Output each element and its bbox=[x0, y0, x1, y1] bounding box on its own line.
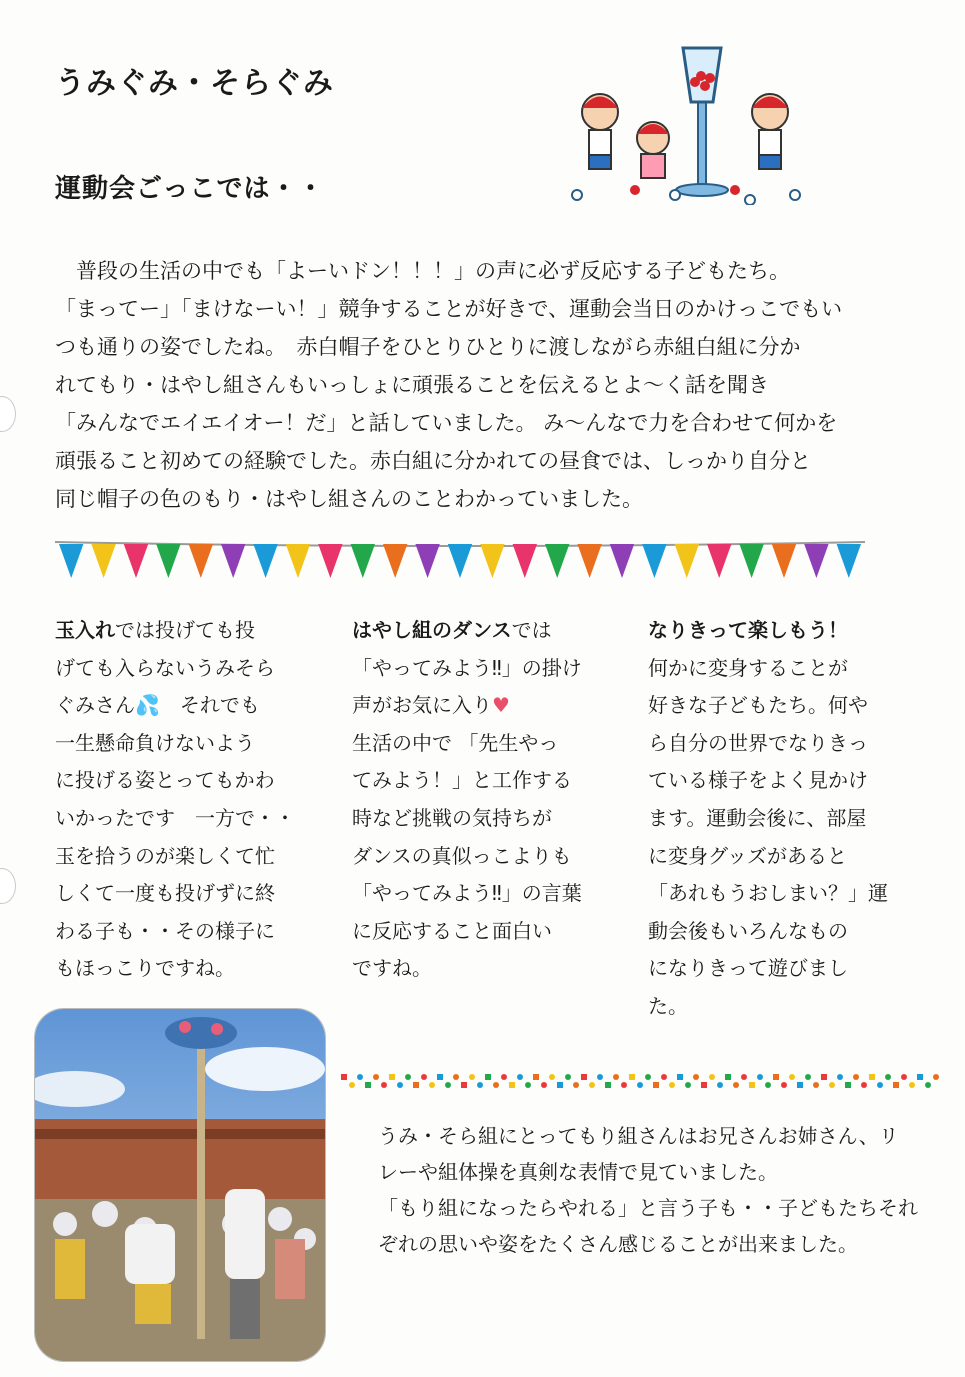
garland-dot bbox=[389, 1074, 395, 1080]
garland-dot bbox=[621, 1082, 627, 1088]
column-dance: はやし組のダンスでは 「やってみよう‼」の掛け 声がお気に入り♥ 生活の中で 「先生やっ てみよう！」と工作する 時など挑戦の気持ちが ダンスの真似っこよりも 「やってみよう‼」の言葉 に反応すること面白い ですね。 bbox=[352, 618, 582, 981]
bunting-flag bbox=[642, 544, 666, 578]
garland-dot bbox=[869, 1074, 875, 1080]
garland-dot bbox=[653, 1082, 659, 1088]
garland-dot bbox=[733, 1082, 739, 1088]
garland-dot bbox=[813, 1082, 819, 1088]
garland-dot bbox=[501, 1074, 507, 1080]
garland-dot bbox=[701, 1082, 707, 1088]
bunting-flag bbox=[772, 544, 796, 578]
garland-dot bbox=[445, 1082, 451, 1088]
bunting-flag bbox=[837, 544, 861, 578]
bunting-flag bbox=[59, 544, 83, 578]
bunting-flag bbox=[189, 544, 213, 578]
garland-dot bbox=[677, 1074, 683, 1080]
garland-dot bbox=[573, 1082, 579, 1088]
bunting-flag bbox=[253, 544, 277, 578]
bunting-flag bbox=[513, 544, 537, 578]
garland-dot bbox=[893, 1082, 899, 1088]
garland-dot bbox=[685, 1082, 691, 1088]
garland-dot bbox=[861, 1082, 867, 1088]
bunting-flag bbox=[675, 544, 699, 578]
dot-garland-decoration bbox=[340, 1070, 940, 1092]
bunting-flag bbox=[286, 544, 310, 578]
garland-dot bbox=[765, 1082, 771, 1088]
intro-paragraph bbox=[55, 252, 915, 518]
section-heading: 運動会ごっこでは・・ bbox=[55, 174, 325, 204]
closing-line: うみ・そら組にとってもり組さんはお兄さんお姉さん、リ bbox=[378, 1124, 899, 1148]
garland-dot bbox=[565, 1074, 571, 1080]
garland-dot bbox=[357, 1074, 363, 1080]
intro-line: 「みんなでエイエイオー！だ」と話していました。 み～んなで力を合わせて何かを bbox=[55, 411, 838, 435]
garland-dot bbox=[453, 1074, 459, 1080]
garland-dot bbox=[669, 1082, 675, 1088]
garland-dot bbox=[853, 1074, 859, 1080]
intro-line: つも通りの姿でしたね。 赤白帽子をひとりひとりに渡しながら赤組白組に分か bbox=[55, 335, 801, 359]
bunting-flag bbox=[221, 544, 245, 578]
garland-dot bbox=[581, 1074, 587, 1080]
column-lead: はやし組のダンス bbox=[352, 618, 512, 642]
garland-dot bbox=[749, 1082, 755, 1088]
closing-line: 「もり組になったらやれる」と言う子も・・子どもたちそれ bbox=[378, 1196, 918, 1220]
garland-dot bbox=[773, 1074, 779, 1080]
garland-dot bbox=[517, 1074, 523, 1080]
bunting-flag bbox=[383, 544, 407, 578]
garland-dot bbox=[381, 1082, 387, 1088]
bunting-flag bbox=[545, 544, 569, 578]
garland-dot bbox=[693, 1074, 699, 1080]
garland-dot bbox=[429, 1082, 435, 1088]
bunting-flag bbox=[351, 544, 375, 578]
bunting-decoration bbox=[55, 536, 865, 586]
garland-dot bbox=[469, 1074, 475, 1080]
binder-hole bbox=[0, 396, 16, 432]
garland-dot bbox=[477, 1082, 483, 1088]
garland-dot bbox=[365, 1082, 371, 1088]
intro-line: 同じ帽子の色のもり・はやし組さんのことわかっていました。 bbox=[55, 487, 643, 511]
closing-line: レーや組体操を真剣な表情で見ていました。 bbox=[378, 1160, 778, 1184]
garland-dot bbox=[509, 1082, 515, 1088]
garland-dot bbox=[397, 1082, 403, 1088]
bunting-flag bbox=[610, 544, 634, 578]
garland-dot bbox=[917, 1074, 923, 1080]
garland-dot bbox=[645, 1074, 651, 1080]
garland-dot bbox=[493, 1082, 499, 1088]
page-title: うみぐみ・そらぐみ bbox=[55, 66, 334, 101]
binder-hole bbox=[0, 868, 16, 904]
intro-line: 普段の生活の中でも「よーいドン！！！」の声に必ず反応する子どもたち。 bbox=[55, 259, 790, 283]
garland-dot bbox=[845, 1082, 851, 1088]
garland-dot bbox=[885, 1074, 891, 1080]
garland-dot bbox=[597, 1074, 603, 1080]
bunting-flag bbox=[415, 544, 439, 578]
column-lead: なりきって楽しもう！ bbox=[648, 618, 848, 642]
garland-dot bbox=[485, 1074, 491, 1080]
intro-line: 「まってー」「まけなーい！」競争することが好きで、運動会当日のかけっこでもい bbox=[55, 297, 843, 321]
garland-dot bbox=[533, 1074, 539, 1080]
closing-paragraph bbox=[378, 1118, 948, 1262]
garland-dot bbox=[349, 1082, 355, 1088]
garland-dot bbox=[901, 1074, 907, 1080]
garland-dot bbox=[541, 1082, 547, 1088]
garland-dot bbox=[781, 1082, 787, 1088]
garland-dot bbox=[909, 1082, 915, 1088]
garland-dot bbox=[613, 1074, 619, 1080]
garland-dot bbox=[461, 1082, 467, 1088]
garland-dot bbox=[373, 1074, 379, 1080]
garland-dot bbox=[877, 1082, 883, 1088]
bunting-flag bbox=[804, 544, 828, 578]
bunting-flag bbox=[707, 544, 731, 578]
garland-dot bbox=[557, 1082, 563, 1088]
garland-dot bbox=[757, 1074, 763, 1080]
garland-dot bbox=[709, 1074, 715, 1080]
bunting-flag bbox=[91, 544, 115, 578]
garland-dot bbox=[797, 1082, 803, 1088]
tama-ire-illustration bbox=[565, 40, 805, 205]
garland-dot bbox=[925, 1082, 931, 1088]
bunting-flag bbox=[124, 544, 148, 578]
intro-line: 頑張ること初めての経験でした。赤白組に分かれての昼食では、しっかり自分と bbox=[55, 449, 811, 473]
garland-dot bbox=[789, 1074, 795, 1080]
garland-dot bbox=[525, 1082, 531, 1088]
garland-dot bbox=[805, 1074, 811, 1080]
bunting-flag bbox=[480, 544, 504, 578]
garland-dot bbox=[405, 1074, 411, 1080]
bunting-flag bbox=[156, 544, 180, 578]
garland-dot bbox=[829, 1082, 835, 1088]
column-tama-ire: 玉入れでは投げても投 げても入らないうみそら ぐみさん💦 それでも 一生懸命負けないよう に投げる姿とってもかわ いかったです 一方で・・ 玉を拾うのが楽しくて忙 しくて一度も投げずに終 わる子も・・その様子に もほっこりですね。 bbox=[55, 618, 295, 981]
garland-dot bbox=[341, 1074, 347, 1080]
bunting-flag bbox=[448, 544, 472, 578]
garland-dot bbox=[437, 1074, 443, 1080]
garland-dot bbox=[717, 1082, 723, 1088]
water-drop-icon: 💦 bbox=[135, 693, 160, 718]
garland-dot bbox=[725, 1074, 731, 1080]
garland-dot bbox=[605, 1082, 611, 1088]
garland-dot bbox=[821, 1074, 827, 1080]
garland-dot bbox=[421, 1074, 427, 1080]
garland-dot bbox=[413, 1082, 419, 1088]
garland-dot bbox=[549, 1074, 555, 1080]
garland-dot bbox=[661, 1074, 667, 1080]
bunting-flag bbox=[577, 544, 601, 578]
column-lead: 玉入れ bbox=[55, 618, 115, 642]
garland-dot bbox=[933, 1074, 939, 1080]
garland-dot bbox=[741, 1074, 747, 1080]
bunting-flag bbox=[318, 544, 342, 578]
bunting-flag bbox=[739, 544, 763, 578]
garland-dot bbox=[629, 1074, 635, 1080]
garland-dot bbox=[637, 1082, 643, 1088]
intro-line: れてもり・はやし組さんもいっしょに頑張ることを伝えるとよ～く話を聞き bbox=[55, 373, 769, 397]
sports-day-photo bbox=[34, 1008, 326, 1362]
garland-dot bbox=[589, 1082, 595, 1088]
heart-icon: ♥ bbox=[492, 693, 510, 718]
garland-dot bbox=[837, 1074, 843, 1080]
column-narikiri: なりきって楽しもう！ 何かに変身することが 好きな子どもたち。何や ら自分の世界でなりきっ ている様子をよく見かけ ます。運動会後に、部屋 に変身グッズがあると 「あれもうおしまい？」運 動会後もいろんなもの になりきって遊びまし た。 bbox=[648, 618, 888, 1018]
closing-line: ぞれの思いや姿をたくさん感じることが出来ました。 bbox=[378, 1232, 858, 1256]
